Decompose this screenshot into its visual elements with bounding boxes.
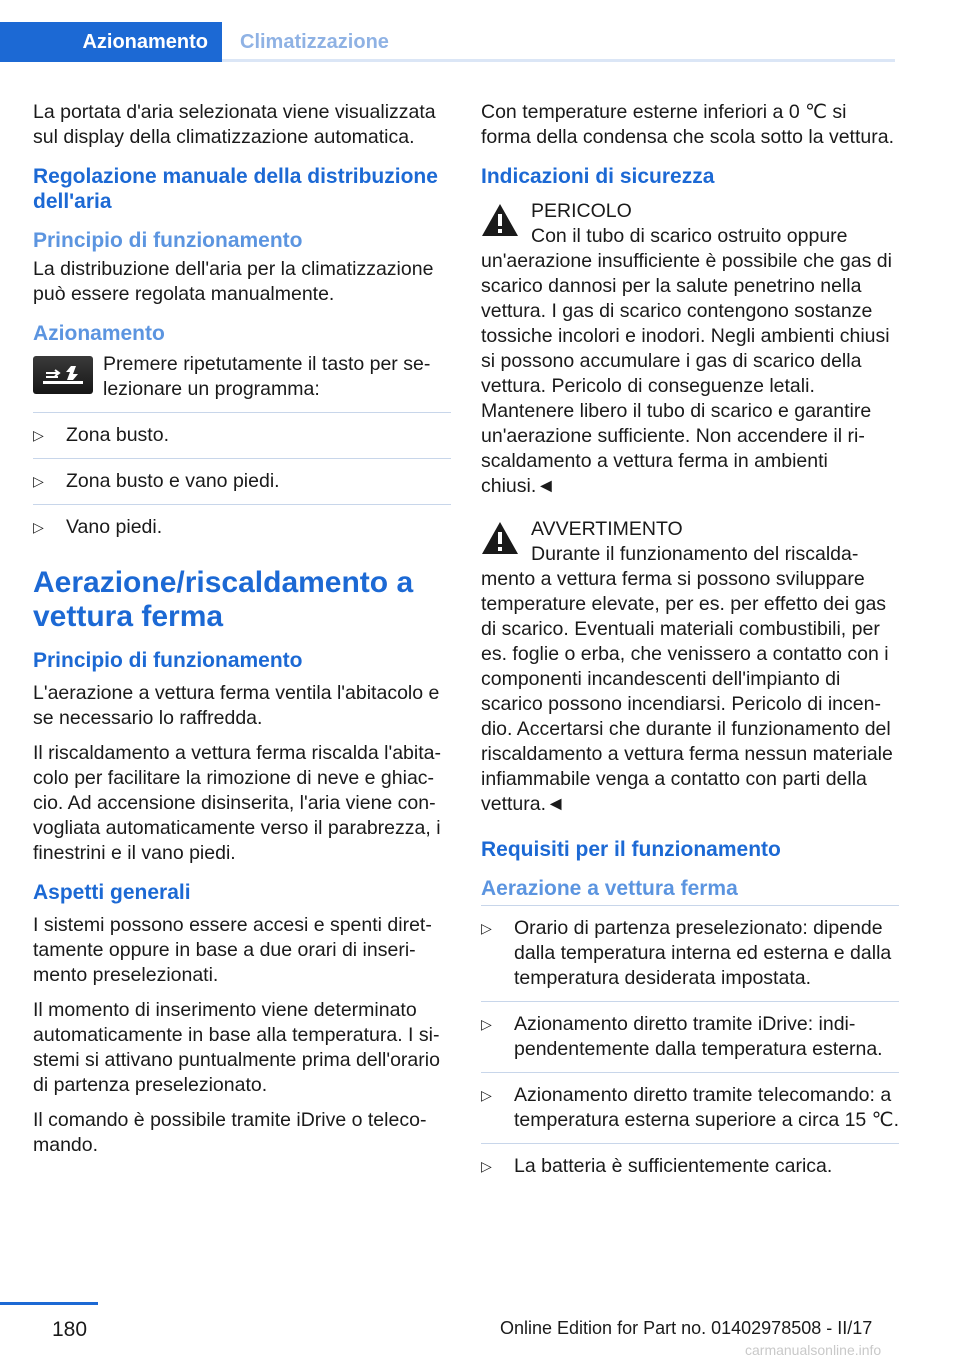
triangle-bullet-icon: ▷ — [33, 519, 44, 535]
section-heading: Regolazione manuale della distribuzione dell'aria — [33, 165, 438, 213]
list-item: ▷ Zona busto. — [33, 424, 169, 446]
danger-text: Con il tubo di scarico ostruito oppure un'aerazione insufficiente è possibile che gas di scarico dannosi per la salute penetrino nella vettura. I gas di scarico contengono sostanze tossiche incolori e inodori. Negli ambienti chiusi si possono accumulare i gas di scarico della vettura. Pericolo di conseguenze letali. Mantenere libero il tubo di scarico e garantire un'aerazione sufficiente. Non accendere il riscaldamento a vettura ferma in ambienti chiusi.◄ — [481, 225, 892, 497]
section-heading: Principio di funzionamento — [33, 649, 303, 672]
left-column — [33, 100, 451, 1168]
header-divider — [222, 59, 895, 62]
operation-row — [33, 352, 451, 402]
section-heading: Aspetti generali — [33, 881, 191, 904]
list-item: ▷ Orario di partenza preselezionato: dipende dalla temperatura interna ed esterna e dalla temperatura desiderata impostata. — [481, 917, 892, 989]
list-item: ▷ Azionamento diretto tramite iDrive: indipendentemente dalla temperatura esterna. — [481, 1013, 883, 1060]
triangle-bullet-icon: ▷ — [481, 1087, 492, 1103]
list-item: ▷ La batteria è sufficientemente carica. — [481, 1155, 833, 1177]
list-item: ▷ Azionamento diretto tramite telecomando: a temperatura esterna superiore a circa 15 ℃. — [481, 1084, 900, 1131]
paragraph: La distribuzione dell'aria per la climatizzazione può essere regolata manualmente. — [33, 258, 434, 305]
page-header — [0, 0, 960, 62]
warning-notice — [481, 517, 899, 817]
program-list — [33, 423, 451, 540]
right-column — [481, 100, 899, 1189]
subsection-heading: Azionamento — [33, 322, 165, 345]
list-divider — [481, 1001, 899, 1002]
list-divider — [33, 412, 451, 413]
triangle-bullet-icon: ▷ — [33, 427, 44, 443]
triangle-bullet-icon: ▷ — [481, 1158, 492, 1174]
tab-climatizzazione[interactable]: Climatizzazione — [240, 30, 389, 53]
page-number: 180 — [52, 1318, 88, 1341]
warning-triangle-icon — [481, 203, 519, 237]
tab-azionamento[interactable]: Azionamento — [0, 22, 222, 62]
paragraph: Il momento di inserimento viene determinato automaticamente in base alla temperatura. I sistemi si attivano puntualmente prima dell'orario di partenza preselezionato. — [33, 999, 440, 1096]
triangle-bullet-icon: ▷ — [481, 920, 492, 936]
section-heading: Indicazioni di sicurezza — [481, 165, 715, 188]
triangle-bullet-icon: ▷ — [33, 473, 44, 489]
paragraph: La portata d'aria selezionata viene visualizzata sul display della climatizzazione automatica. — [33, 101, 436, 148]
list-divider — [481, 1072, 899, 1073]
paragraph: I sistemi possono essere accesi e spenti direttamente oppure in base a due orari di inserimento preselezionati. — [33, 914, 432, 986]
warning-text: Durante il funzionamento del riscaldamento a vettura ferma si possono sviluppare temperature elevate, per es. per effetto dei gas di scarico. Eventuali materiali combustibili, per es. foglie o erba, che venissero a contatto con i componenti incandescenti dell'impianto di scarico possono incendiarsi. Pericolo di incendio. Accertarsi che durante il funzionamento del riscaldamento a vettura ferma nessun materiale infiammabile venga a contatto con parti della vettura.◄ — [481, 543, 893, 815]
paragraph: Il comando è possibile tramite iDrive o telecomando. — [33, 1109, 427, 1156]
air-distribution-button-icon — [33, 356, 93, 394]
edition-label: Online Edition for Part no. 01402978508 - II/17 — [500, 1318, 873, 1338]
subsection-heading: Principio di funzionamento — [33, 229, 303, 252]
paragraph: Con temperature esterne inferiori a 0 ℃ si forma della condensa che scola sotto la vettura. — [481, 101, 894, 148]
subsection-heading: Aerazione a vettura ferma — [481, 877, 738, 900]
list-divider — [481, 1143, 899, 1144]
requirements-list — [481, 916, 899, 1179]
danger-title: PERICOLO — [531, 200, 632, 222]
list-divider — [33, 504, 451, 505]
chapter-heading: Aerazione/riscaldamento a vettura ferma — [33, 566, 414, 633]
paragraph: Il riscaldamento a vettura ferma riscalda l'abitacolo per facilitare la rimozione di neve e ghiaccio. Ad accensione disinserita, l'aria viene convogliata automaticamente verso il parabrezza, i finestrini e il vano piedi. — [33, 742, 441, 864]
danger-notice — [481, 199, 899, 499]
list-divider — [481, 905, 899, 906]
warning-triangle-icon — [481, 521, 519, 555]
watermark: carmanualsonline.info — [745, 1342, 882, 1358]
operation-text: Premere ripetutamente il tasto per selezionare un programma: — [103, 353, 431, 400]
section-heading: Requisiti per il funzionamento — [481, 838, 781, 861]
list-divider — [33, 458, 451, 459]
triangle-bullet-icon: ▷ — [481, 1016, 492, 1032]
footer-divider — [0, 1302, 98, 1305]
list-item: ▷ Vano piedi. — [33, 516, 163, 538]
warning-title: AVVERTIMENTO — [531, 518, 683, 540]
paragraph: L'aerazione a vettura ferma ventila l'abitacolo e se necessario lo raffredda. — [33, 682, 440, 729]
list-item: ▷ Zona busto e vano piedi. — [33, 470, 280, 492]
